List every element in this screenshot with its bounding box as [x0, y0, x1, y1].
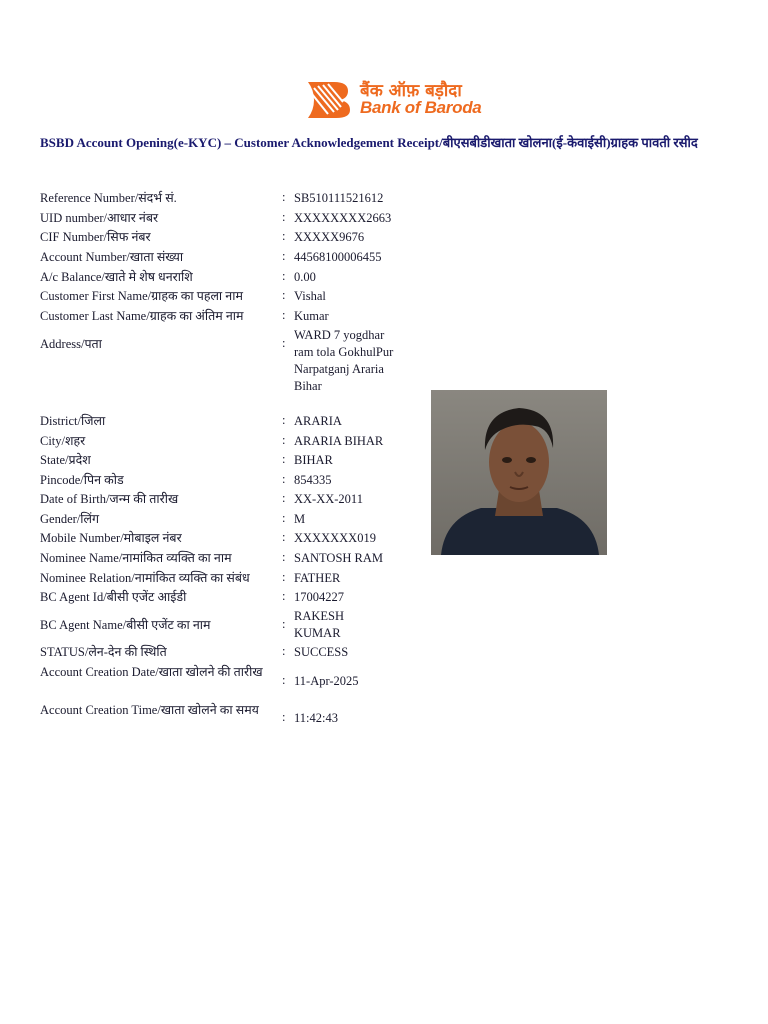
field-value: XX-XX-2011: [294, 492, 363, 506]
field-label: State/प्रदेश: [40, 453, 91, 467]
field-value: 0.00: [294, 270, 316, 284]
field-value: BIHAR: [294, 453, 333, 467]
field-separator: :: [282, 229, 286, 243]
field-label: District/जिला: [40, 414, 106, 428]
field-separator: :: [282, 673, 286, 687]
field-separator: :: [282, 433, 286, 447]
field-value: ARARIA BIHAR: [294, 434, 384, 448]
field-separator: :: [282, 617, 286, 631]
field-separator: :: [282, 308, 286, 322]
bank-logo: [304, 80, 482, 122]
field-separator: :: [282, 288, 286, 302]
field-value: WARD 7 yogdhar ram tola GokhulPur Narpatganj Araria Bihar: [294, 328, 394, 393]
field-separator: :: [282, 589, 286, 603]
field-label: City/शहर: [40, 434, 86, 448]
page-title: BSBD Account Opening(e-KYC) – Customer Acknowledgement Receipt/बीएसबीडीखाता खोलना(ई-केवाईसी)ग्राहक पावती रसीद: [40, 135, 698, 150]
field-separator: :: [282, 249, 286, 263]
field-separator: :: [282, 413, 286, 427]
field-value: ARARIA: [294, 414, 342, 428]
field-value: XXXXXXX019: [294, 531, 376, 545]
field-value: 44568100006455: [294, 250, 382, 264]
field-label: STATUS/लेन-देन की स्थिति: [40, 645, 167, 659]
field-label: Date of Birth/जन्म की तारीख: [40, 492, 179, 506]
field-label: Account Creation Time/खाता खोलने का समय: [40, 703, 259, 717]
field-label: Account Creation Date/खाता खोलने की तारीख: [40, 665, 263, 679]
field-value: SANTOSH RAM: [294, 551, 384, 565]
field-separator: :: [282, 452, 286, 466]
field-separator: :: [282, 336, 286, 350]
field-label: Pincode/पिन कोड: [40, 473, 124, 487]
field-label: Reference Number/संदर्भ सं.: [40, 191, 177, 205]
field-label: Mobile Number/मोबाइल नंबर: [40, 531, 182, 545]
field-label: BC Agent Id/बीसी एजेंट आईडी: [40, 590, 187, 604]
field-value: SUCCESS: [294, 645, 349, 659]
field-separator: :: [282, 210, 286, 224]
field-label: CIF Number/सिफ नंबर: [40, 230, 151, 244]
field-value: 854335: [294, 473, 332, 487]
field-separator: :: [282, 644, 286, 658]
logo-hindi-text: बैंक ऑफ़ बड़ौदा: [360, 81, 462, 101]
field-label: Account Number/खाता संख्या: [40, 250, 184, 264]
field-value: FATHER: [294, 571, 341, 585]
customer-photo: [431, 390, 607, 555]
field-label: Address/पता: [40, 337, 102, 351]
field-separator: :: [282, 550, 286, 564]
customer-photo-image: [431, 390, 607, 555]
field-separator: :: [282, 269, 286, 283]
field-separator: :: [282, 491, 286, 505]
field-value: Vishal: [294, 289, 326, 303]
logo-english-text: Bank of Baroda: [360, 98, 482, 117]
field-value: M: [294, 512, 306, 526]
field-value: Kumar: [294, 309, 329, 323]
field-label: Gender/लिंग: [40, 512, 100, 526]
bank-of-baroda-logo-icon: [304, 80, 352, 120]
field-separator: :: [282, 570, 286, 584]
field-value: XXXXXXXX2663: [294, 211, 392, 225]
field-value: XXXXX9676: [294, 230, 365, 244]
field-label: BC Agent Name/बीसी एजेंट का नाम: [40, 618, 211, 632]
field-value: SB510111521612: [294, 191, 384, 205]
field-separator: :: [282, 472, 286, 486]
field-value: 17004227: [294, 590, 344, 604]
field-separator: :: [282, 710, 286, 724]
field-value: RAKESH KUMAR: [294, 609, 345, 640]
field-separator: :: [282, 530, 286, 544]
field-label: A/c Balance/खाते मे शेष धनराशि: [40, 270, 193, 284]
field-label: Customer First Name/ग्राहक का पहला नाम: [40, 289, 243, 303]
field-label: Nominee Name/नामांकित व्यक्ति का नाम: [40, 551, 232, 565]
field-label: Customer Last Name/ग्राहक का अंतिम नाम: [40, 309, 244, 323]
field-separator: :: [282, 190, 286, 204]
field-value: 11-Apr-2025: [294, 674, 359, 688]
field-value: 11:42:43: [294, 711, 338, 725]
field-separator: :: [282, 511, 286, 525]
field-label: UID number/आधार नंबर: [40, 211, 159, 225]
field-label: Nominee Relation/नामांकित व्यक्ति का संबंध: [40, 571, 250, 585]
